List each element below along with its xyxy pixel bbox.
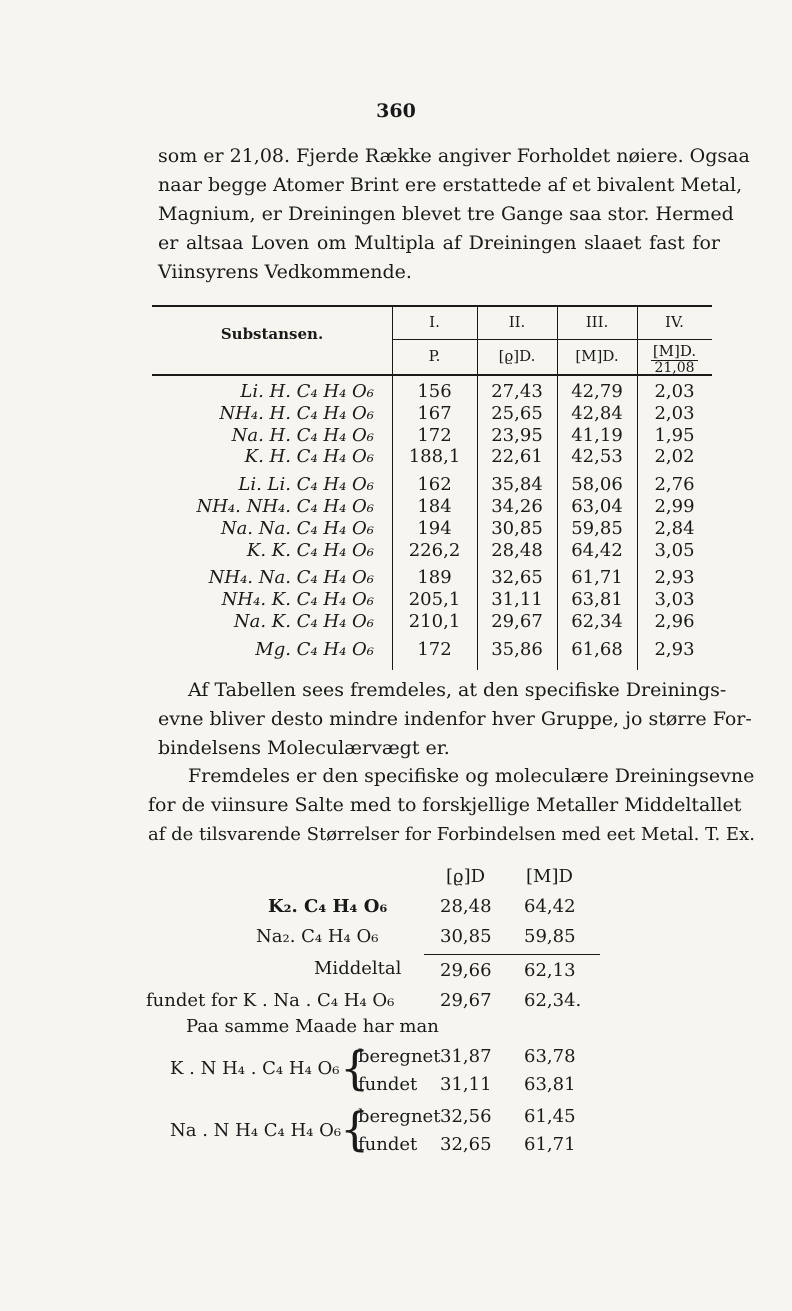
text-line: evne bliver desto mindre indenfor hver Gruppe, jo større For- — [158, 708, 752, 730]
cell-specific-rotation: 25,65 — [491, 402, 543, 424]
cell-p: 167 — [417, 402, 452, 424]
substance-formula: K. H. C₄ H₄ O₆ — [244, 446, 374, 468]
cell-p: 156 — [417, 381, 452, 402]
cell-molecular-rotation: 61,71 — [571, 567, 623, 589]
cell-ratio: 2,02 — [654, 446, 695, 468]
cell-ratio: 2,93 — [654, 638, 695, 660]
cell-specific-rotation: 34,26 — [491, 496, 543, 517]
header-col-1: I. — [429, 313, 440, 331]
label-molecular-rotation: [M]D. — [575, 347, 619, 365]
cell-molecular-rotation: 61,68 — [571, 638, 623, 660]
header-col-3: III. — [585, 313, 609, 331]
cell-molecular-rotation: 42,79 — [571, 381, 623, 402]
cell-molecular-rotation: 59,85 — [571, 517, 623, 539]
cell-specific-rotation: 28,48 — [491, 539, 543, 561]
cell-ratio: 2,03 — [654, 381, 695, 402]
cell-p: 194 — [417, 517, 452, 539]
cell-specific-rotation: 30,85 — [491, 517, 543, 539]
calc-rho: 32,56 — [440, 1106, 492, 1127]
pair-compound: K . N H₄ . C₄ H₄ O₆ — [170, 1058, 340, 1079]
text-line: Af Tabellen sees fremdeles, at den specifiske Dreinings- — [188, 679, 727, 701]
example-row-m: 59,85 — [524, 926, 576, 947]
paragraph-2 — [158, 676, 752, 763]
substance-formula: Li. H. C₄ H₄ O₆ — [240, 381, 374, 402]
substance-formula: K. K. C₄ H₄ O₆ — [246, 539, 374, 561]
cell-molecular-rotation: 62,34 — [571, 611, 623, 632]
cell-molecular-rotation: 41,19 — [571, 424, 623, 446]
brace-glyph: { — [340, 1102, 370, 1156]
cell-p: 172 — [417, 638, 452, 660]
example-row-rho: 28,48 — [440, 896, 492, 917]
cell-ratio: 3,05 — [654, 539, 695, 561]
substance-formula: NH₄. K. C₄ H₄ O₆ — [221, 589, 374, 611]
header-col-2: II. — [508, 313, 526, 331]
cell-ratio: 3,03 — [654, 589, 695, 611]
example-header-m: [M]D — [526, 866, 573, 887]
cell-ratio: 1,95 — [654, 424, 695, 446]
example-row-rho: 29,67 — [440, 990, 492, 1011]
substance-formula: Mg. C₄ H₄ O₆ — [255, 638, 374, 660]
text-line: Magnium, er Dreiningen blevet tre Gange saa stor. Hermed — [158, 203, 734, 225]
example-row-m: 62,34. — [524, 990, 582, 1011]
table-header-rule — [152, 374, 712, 376]
cell-specific-rotation: 22,61 — [491, 446, 543, 468]
ratio-numerator: [M]D. — [652, 342, 697, 360]
cell-specific-rotation: 32,65 — [491, 567, 543, 589]
header-col-4: IV. — [665, 313, 684, 331]
example-row-m: 62,13 — [524, 960, 576, 981]
example-row-label: fundet for K . Na . C₄ H₄ O₆ — [146, 990, 395, 1011]
example-row-label: K₂. C₄ H₄ O₆ — [268, 896, 388, 917]
table-subheader-rule — [392, 339, 712, 340]
cell-ratio: 2,96 — [654, 611, 695, 632]
example-row-m: 64,42 — [524, 896, 576, 917]
cell-molecular-rotation: 42,53 — [571, 446, 623, 468]
cell-molecular-rotation: 42,84 — [571, 402, 623, 424]
cell-molecular-rotation: 63,04 — [571, 496, 623, 517]
example-row-label: Middeltal — [314, 958, 402, 979]
text-line: som er 21,08. Fjerde Række angiver Forholdet nøiere. Ogsaa — [158, 145, 750, 167]
label-specific-rotation: [ϱ]D. — [498, 347, 536, 365]
substance-formula: NH₄. NH₄. C₄ H₄ O₆ — [196, 496, 374, 517]
text-line: naar begge Atomer Brint ere erstattede af et bivalent Metal, — [158, 174, 743, 196]
header-substance: Substansen. — [220, 325, 324, 343]
cell-p: 188,1 — [408, 446, 461, 468]
brace-glyph: { — [340, 1041, 370, 1095]
cell-p: 189 — [417, 567, 452, 589]
cell-p: 205,1 — [408, 589, 461, 611]
page-number: 360 — [376, 100, 416, 122]
found-label: fundet — [358, 1134, 418, 1155]
calc-label: beregnet — [358, 1046, 441, 1067]
cell-molecular-rotation: 58,06 — [571, 474, 623, 496]
cell-ratio: 2,93 — [654, 567, 695, 589]
text-line: af de tilsvarende Størrelser for Forbindelsen med eet Metal. T. Ex. — [148, 824, 755, 845]
sum-rule — [424, 954, 600, 955]
text-line: for de viinsure Salte med to forskjellige Metaller Middeltallet — [148, 794, 742, 816]
cell-ratio: 2,84 — [654, 517, 695, 539]
calc-m: 61,45 — [524, 1106, 576, 1127]
example-row-rho: 29,66 — [440, 960, 492, 981]
text-line: Fremdeles er den specifiske og moleculære Dreiningsevne — [188, 765, 755, 787]
cell-specific-rotation: 35,84 — [491, 474, 543, 496]
text-line: er altsaa Loven om Multipla af Dreiningen slaaet fast for — [158, 232, 720, 254]
example-row-label: Na₂. C₄ H₄ O₆ — [256, 926, 379, 947]
label-p: P. — [428, 347, 441, 365]
cell-ratio: 2,76 — [654, 474, 695, 496]
cell-p: 172 — [417, 424, 452, 446]
pair-compound: Na . N H₄ C₄ H₄ O₆ — [170, 1120, 342, 1141]
cell-p: 210,1 — [408, 611, 461, 632]
cell-molecular-rotation: 63,81 — [571, 589, 623, 611]
cell-specific-rotation: 29,67 — [491, 611, 543, 632]
cell-specific-rotation: 23,95 — [491, 424, 543, 446]
found-rho: 32,65 — [440, 1134, 492, 1155]
paragraph-3 — [148, 762, 755, 849]
found-rho: 31,11 — [440, 1074, 492, 1095]
found-m: 61,71 — [524, 1134, 576, 1155]
cell-ratio: 2,03 — [654, 402, 695, 424]
cell-specific-rotation: 27,43 — [491, 381, 543, 402]
substance-formula: NH₄. Na. C₄ H₄ O₆ — [208, 567, 374, 589]
found-label: fundet — [358, 1074, 418, 1095]
substance-formula: Na. Na. C₄ H₄ O₆ — [220, 517, 374, 539]
label-ratio — [637, 342, 712, 360]
calc-rho: 31,87 — [440, 1046, 492, 1067]
substance-formula: Li. Li. C₄ H₄ O₆ — [238, 474, 374, 496]
calc-m: 63,78 — [524, 1046, 576, 1067]
found-m: 63,81 — [524, 1074, 576, 1095]
cell-specific-rotation: 35,86 — [491, 638, 543, 660]
intro-paragraph — [158, 142, 750, 287]
text-line: bindelsens Moleculærvægt er. — [158, 737, 450, 759]
substance-formula: Na. H. C₄ H₄ O₆ — [231, 424, 374, 446]
cell-molecular-rotation: 64,42 — [571, 539, 623, 561]
table-row — [152, 638, 712, 673]
example-header-rho: [ϱ]D — [446, 866, 486, 887]
example-row-rho: 30,85 — [440, 926, 492, 947]
text-line: Viinsyrens Vedkommende. — [158, 261, 412, 283]
cell-ratio: 2,99 — [654, 496, 695, 517]
cell-p: 162 — [417, 474, 452, 496]
cell-specific-rotation: 31,11 — [491, 589, 543, 611]
ratio-divisor: 21,08 — [654, 360, 695, 376]
table-top-rule — [152, 305, 712, 307]
calc-label: beregnet — [358, 1106, 441, 1127]
cell-p: 226,2 — [408, 539, 461, 561]
cell-p: 184 — [417, 496, 452, 517]
substance-formula: Na. K. C₄ H₄ O₆ — [233, 611, 374, 632]
substance-formula: NH₄. H. C₄ H₄ O₆ — [219, 402, 374, 424]
same-manner-text: Paa samme Maade har man — [186, 1016, 439, 1037]
